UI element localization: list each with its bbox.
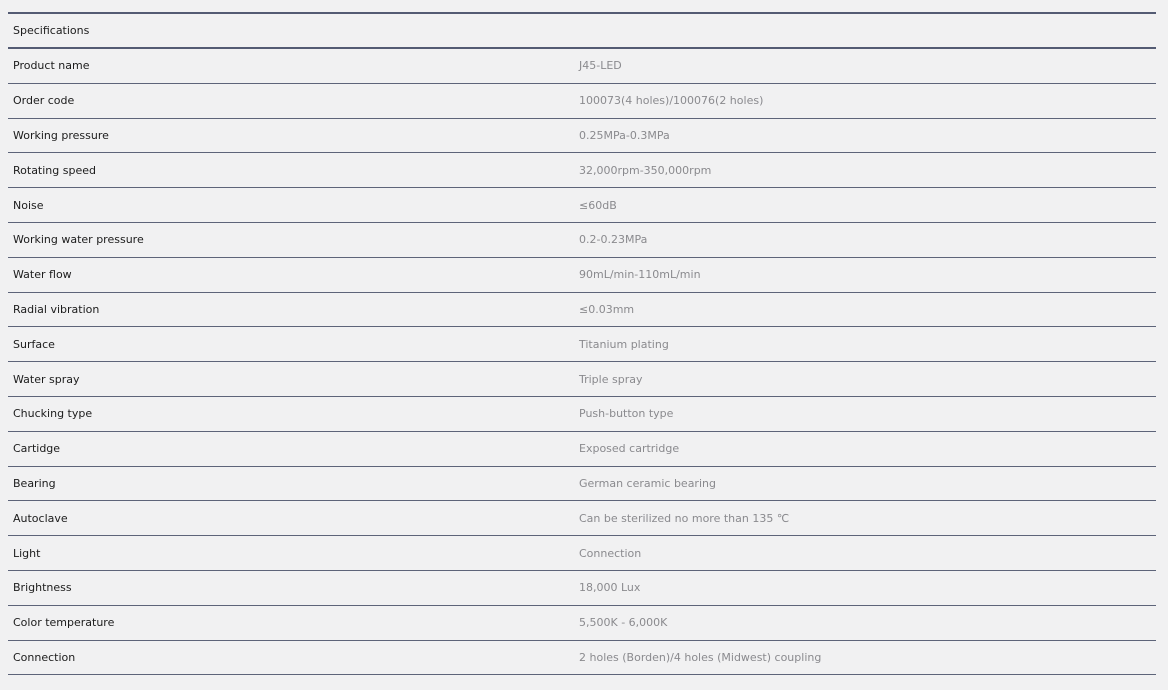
spec-row: [8, 397, 1156, 432]
spec-row: [8, 432, 1156, 467]
spec-row: [8, 501, 1156, 536]
specifications-rows: [8, 49, 1156, 675]
spec-value: ≤0.03mm: [579, 302, 635, 316]
spec-value: J45-LED: [579, 59, 622, 73]
spec-row: [8, 153, 1156, 188]
spec-label: Working pressure: [13, 128, 109, 142]
spec-row: [8, 606, 1156, 641]
spec-label: Light: [13, 546, 41, 560]
specifications-heading: Specifications: [8, 14, 1156, 49]
spec-label: Bearing: [13, 476, 56, 490]
spec-label: Water spray: [13, 372, 80, 386]
spec-row: [8, 188, 1156, 223]
spec-row: [8, 641, 1156, 676]
spec-label: Connection: [13, 650, 76, 664]
spec-label: Water flow: [13, 268, 72, 282]
spec-value: 32,000rpm-350,000rpm: [579, 163, 712, 177]
spec-row: [8, 293, 1156, 328]
spec-label: Chucking type: [13, 407, 93, 421]
spec-value: 2 holes (Borden)/4 holes (Midwest) coupling: [579, 650, 822, 664]
spec-value: 100073(4 holes)/100076(2 holes): [579, 94, 764, 108]
spec-row: [8, 258, 1156, 293]
spec-label: Brightness: [13, 581, 72, 595]
spec-label: Cartidge: [13, 442, 61, 456]
spec-row: [8, 223, 1156, 258]
spec-value: Exposed cartridge: [579, 442, 680, 456]
spec-label: Product name: [13, 59, 90, 73]
spec-value: Can be sterilized no more than 135 ℃: [579, 511, 790, 525]
spec-row: [8, 119, 1156, 154]
spec-value: Titanium plating: [579, 337, 669, 351]
spec-row: [8, 49, 1156, 84]
spec-row: [8, 467, 1156, 502]
spec-value: German ceramic bearing: [579, 476, 716, 490]
spec-label: Working water pressure: [13, 233, 144, 247]
spec-label: Rotating speed: [13, 163, 96, 177]
spec-value: ≤60dB: [579, 198, 617, 212]
spec-row: [8, 571, 1156, 606]
spec-value: 5,500K - 6,000K: [579, 616, 668, 630]
spec-label: Order code: [13, 94, 75, 108]
spec-value: 0.25MPa-0.3MPa: [579, 128, 670, 142]
spec-label: Noise: [13, 198, 44, 212]
spec-label: Radial vibration: [13, 302, 100, 316]
spec-row: [8, 362, 1156, 397]
specifications-table: [8, 12, 1156, 675]
spec-value: 0.2-0.23MPa: [579, 233, 648, 247]
spec-row: [8, 536, 1156, 571]
spec-label: Surface: [13, 337, 55, 351]
spec-value: 90mL/min-110mL/min: [579, 268, 701, 282]
spec-value: Triple spray: [579, 372, 643, 386]
spec-row: [8, 327, 1156, 362]
spec-row: [8, 84, 1156, 119]
spec-value: Push-button type: [579, 407, 674, 421]
spec-label: Color temperature: [13, 616, 115, 630]
spec-value: Connection: [579, 546, 642, 560]
spec-value: 18,000 Lux: [579, 581, 641, 595]
spec-label: Autoclave: [13, 511, 68, 525]
